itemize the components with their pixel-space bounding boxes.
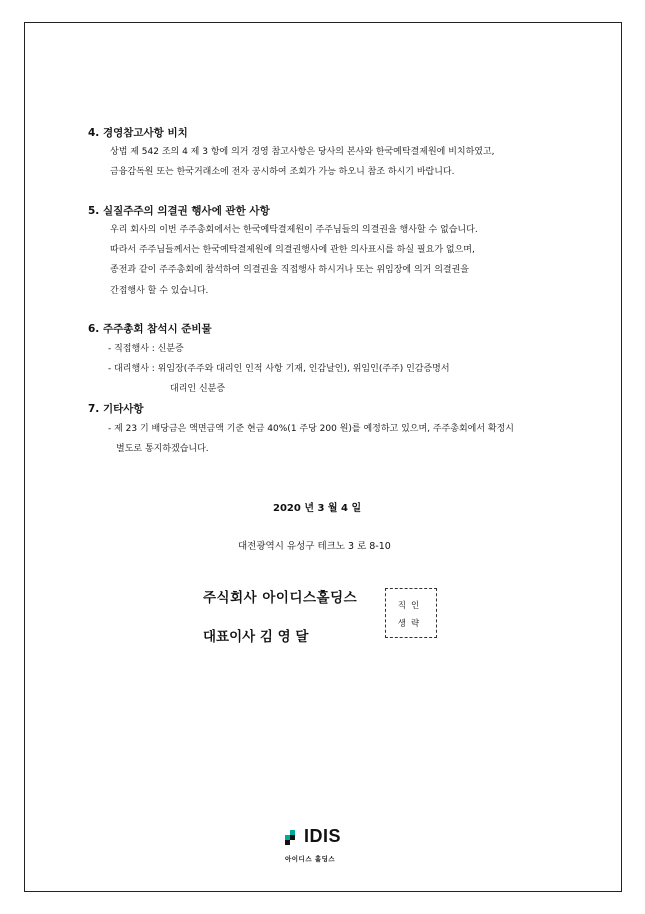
logo-subtitle: 아이디스 홀딩스: [285, 855, 336, 863]
notice-date: 2020 년 3 월 4 일: [273, 503, 362, 514]
section-7-line-2: 별도로 통지하겠습니다.: [116, 444, 209, 454]
section-5-line-4: 간접행사 할 수 있습니다.: [110, 286, 209, 296]
section-6-line-1: - 직접행사 : 신분증: [108, 344, 184, 354]
section-heading-6: 6. 주주총회 참석시 준비물: [88, 323, 212, 335]
section-4-line-2: 금융감독원 또는 한국거래소에 전자 공시하여 조회가 가능 하오니 참조 하시기 바랍니다.: [110, 167, 455, 177]
logo-wordmark: IDIS: [304, 826, 342, 846]
section-6-line-3: 대리인 신분증: [170, 384, 226, 394]
section-6-line-2: - 대리행사 : 위임장(주주와 대리인 인적 사항 기재, 인감날인), 위임인(주주) 인감증명서: [108, 364, 450, 374]
seal-omitted-box: [385, 588, 437, 638]
section-heading-7: 7. 기타사항: [88, 403, 144, 415]
section-7-line-1: - 제 23 기 배당금은 액면금액 기준 현금 40%(1 주당 200 원)를 예정하고 있으며, 주주총회에서 확정시: [108, 424, 515, 434]
seal-line-2: 생략: [397, 619, 425, 629]
section-heading-4: 4. 경영참고사항 비치: [88, 127, 188, 139]
company-name: 주식회사 아이디스홀딩스: [203, 590, 358, 606]
section-heading-5: 5. 실질주주의 의결권 행사에 관한 사항: [88, 205, 270, 217]
ceo-name: 대표이사 김 영 달: [203, 629, 309, 645]
section-5-line-3: 종전과 같이 주주총회에 참석하여 의결권을 직접행사 하시거나 또는 위임장에 의거 의결권을: [110, 265, 469, 275]
logo-mark-icon: [285, 830, 301, 846]
section-5-line-2: 따라서 주주님들께서는 한국예탁결제원에 의결권행사에 관한 의사표시를 하실 필요가 없으며,: [110, 245, 475, 255]
section-5-line-1: 우리 회사의 이번 주주총회에서는 한국예탁결제원이 주주님들의 의결권을 행사할 수 없습니다.: [110, 225, 478, 235]
seal-line-1: 직인: [397, 601, 425, 611]
company-address: 대전광역시 유성구 테크노 3 로 8-10: [238, 541, 391, 552]
idis-logo: [285, 828, 367, 872]
section-4-line-1: 상법 제 542 조의 4 제 3 항에 의거 경영 참고사항은 당사의 본사와 한국예탁결제원에 비치하였고,: [110, 147, 495, 157]
